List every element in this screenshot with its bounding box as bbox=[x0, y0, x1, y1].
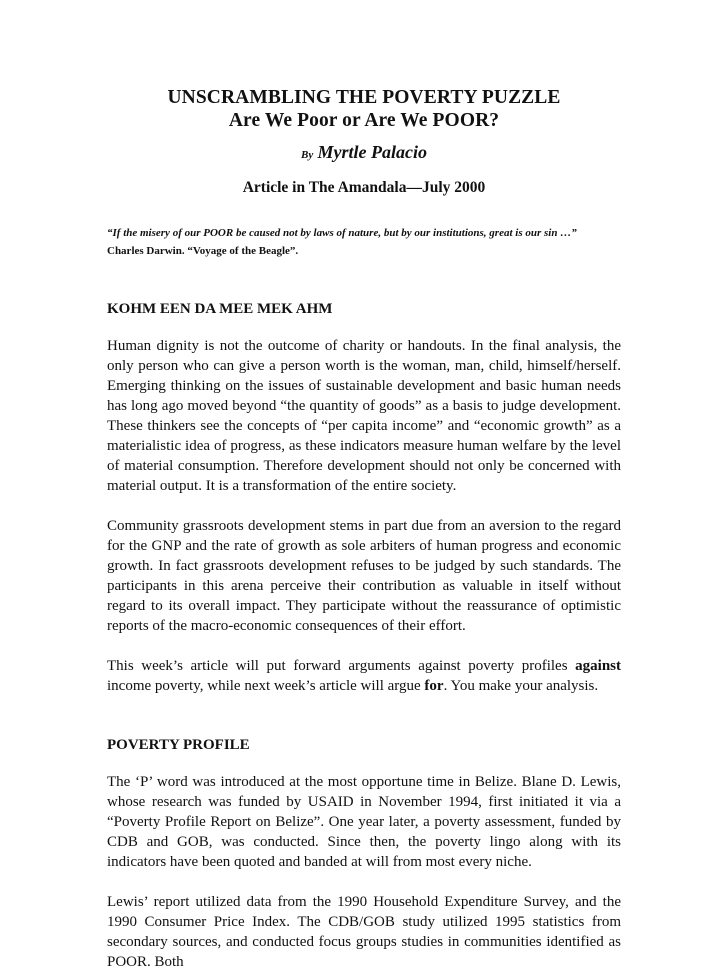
byline bbox=[107, 142, 621, 165]
author-name: Myrtle Palacio bbox=[317, 142, 427, 162]
epigraph bbox=[107, 224, 621, 260]
closing-text-2: income poverty, while next week’s article will argue bbox=[107, 678, 425, 694]
paragraph: Human dignity is not the outcome of charity or handouts. In the final analysis, the only person who can give a person worth is the woman, man, child, himself/herself. Emerging thinking on the issues of sustainable development and basic human needs has long ago moved beyond “the quantity of goods” as a basis to judge development. These thinkers see the concepts of “per capita income” and “economic growth” as a materialistic idea of progress, as these indicators measure human welfare by the level of material consumption. Therefore development should not only be concerned with material output. It is a transformation of the entire society. bbox=[107, 338, 621, 494]
section-heading: POVERTY PROFILE bbox=[107, 737, 250, 753]
article-source: Article in The Amandala—July 2000 bbox=[242, 179, 486, 196]
document-page bbox=[107, 86, 621, 972]
closing-text-1: This week’s article will put forward arguments against poverty profiles bbox=[107, 658, 576, 674]
epigraph-attribution: Charles Darwin. “Voyage of the Beagle”. bbox=[107, 245, 299, 257]
paragraph: The ‘P’ word was introduced at the most opportune time in Belize. Blane D. Lewis, whose research was funded by USAID in November 1994, first initiated it via a “Poverty Profile Report on Belize”. One year later, a poverty assessment, funded by CDB and GOB, was conducted. Since then, the poverty lingo along with its indicators have been quoted and banded at will from most every niche. bbox=[107, 774, 621, 870]
closing-paragraph bbox=[107, 656, 621, 696]
section-heading: KOHM EEN DA MEE MEK AHM bbox=[107, 301, 333, 317]
paragraph: Lewis’ report utilized data from the 1990 Household Expenditure Survey, and the 1990 Consumer Price Index. The CDB/GOB study utilized 1995 statistics from secondary sources, and conducted focus groups studies in communities identified as POOR. Both bbox=[107, 894, 621, 970]
emphasis-for: for bbox=[424, 678, 444, 694]
closing-text-3: . You make your analysis. bbox=[443, 678, 599, 694]
document-subtitle: Are We Poor or Are We POOR? bbox=[228, 110, 500, 131]
emphasis-against: against bbox=[575, 658, 621, 674]
document-title: UNSCRAMBLING THE POVERTY PUZZLE bbox=[167, 87, 561, 108]
byline-by: By bbox=[301, 149, 314, 161]
paragraph: Community grassroots development stems in part due from an aversion to the regard for the GNP and the rate of growth as sole arbiters of human progress and economic growth. In fact grassroots development refuses to be judged by such standards. The participants in this arena perceive their contribution as valuable in itself without regard to its overall impact. They participate without the reassurance of optimistic reports of the macro-economic consequences of their effort. bbox=[107, 518, 621, 634]
epigraph-quote: “If the misery of our POOR be caused not by laws of nature, but by our institutions, great is our sin …” bbox=[107, 227, 577, 239]
